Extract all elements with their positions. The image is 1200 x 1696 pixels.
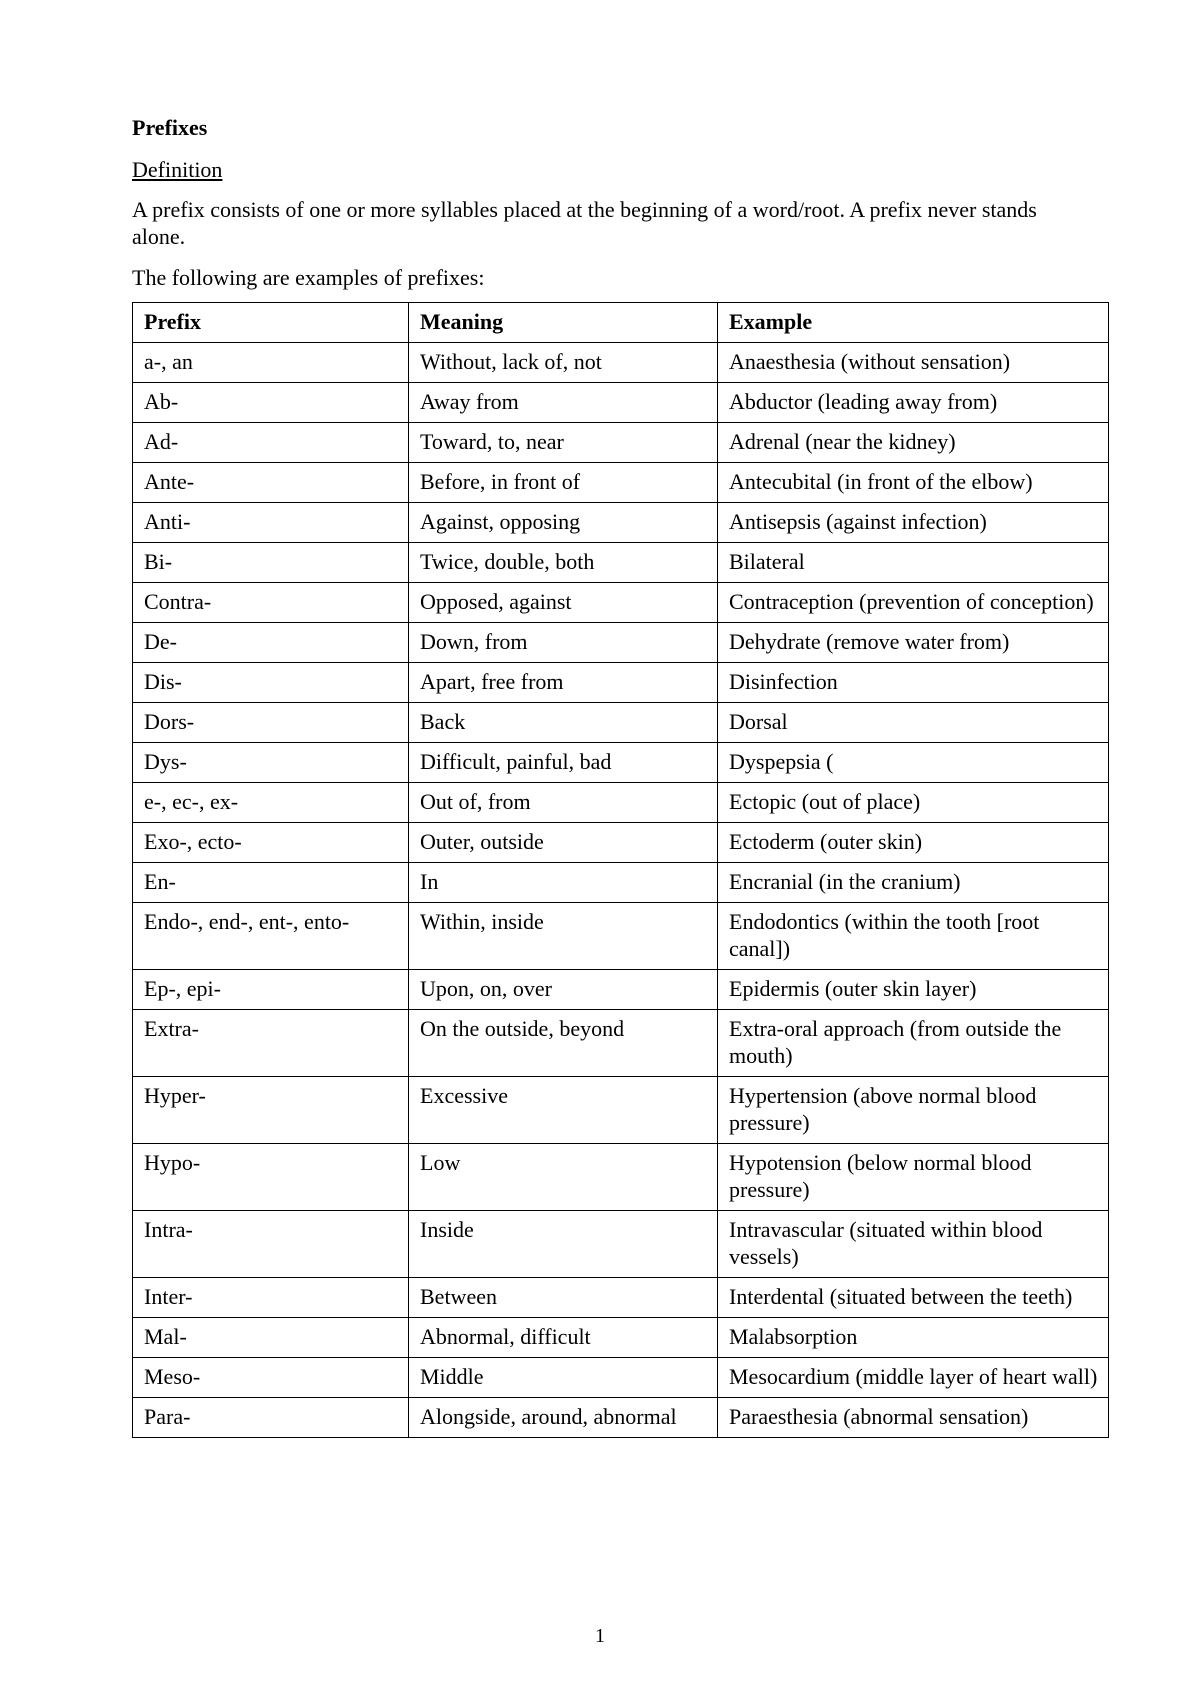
section-subheading: Definition bbox=[132, 157, 223, 182]
prefix-cell: Contra- bbox=[133, 583, 409, 623]
example-cell: Paraesthesia (abnormal sensation) bbox=[718, 1398, 1109, 1438]
meaning-cell: In bbox=[409, 863, 718, 903]
definition-paragraph: A prefix consists of one or more syllables placed at the beginning of a word/root. A prefix never stands alone. bbox=[132, 197, 1037, 249]
table-row bbox=[133, 383, 1109, 423]
meaning-cell: On the outside, beyond bbox=[409, 1010, 718, 1077]
meaning-cell: Down, from bbox=[409, 623, 718, 663]
page-number: 1 bbox=[595, 1625, 605, 1647]
example-cell: Dehydrate (remove water from) bbox=[718, 623, 1109, 663]
prefix-cell: Anti- bbox=[133, 503, 409, 543]
example-cell: Intravascular (situated within blood vessels) bbox=[718, 1211, 1109, 1278]
prefix-cell: Intra- bbox=[133, 1211, 409, 1278]
prefix-cell: Dors- bbox=[133, 703, 409, 743]
meaning-cell: Twice, double, both bbox=[409, 543, 718, 583]
meaning-cell: Upon, on, over bbox=[409, 970, 718, 1010]
table-row bbox=[133, 743, 1109, 783]
table-row bbox=[133, 1398, 1109, 1438]
example-cell: Endodontics (within the tooth [root canal]) bbox=[718, 903, 1109, 970]
example-cell: Contraception (prevention of conception) bbox=[718, 583, 1109, 623]
table-row bbox=[133, 903, 1109, 970]
table-row bbox=[133, 1144, 1109, 1211]
example-cell: Adrenal (near the kidney) bbox=[718, 423, 1109, 463]
prefix-cell: Endo-, end-, ent-, ento- bbox=[133, 903, 409, 970]
meaning-cell: Between bbox=[409, 1278, 718, 1318]
prefix-cell: En- bbox=[133, 863, 409, 903]
prefix-cell: Meso- bbox=[133, 1358, 409, 1398]
meaning-cell: Before, in front of bbox=[409, 463, 718, 503]
table-row bbox=[133, 583, 1109, 623]
meaning-cell: Opposed, against bbox=[409, 583, 718, 623]
example-cell: Malabsorption bbox=[718, 1318, 1109, 1358]
intro-paragraph: The following are examples of prefixes: bbox=[132, 265, 485, 290]
example-cell: Epidermis (outer skin layer) bbox=[718, 970, 1109, 1010]
meaning-cell: Against, opposing bbox=[409, 503, 718, 543]
meaning-cell: Apart, free from bbox=[409, 663, 718, 703]
meaning-cell: Without, lack of, not bbox=[409, 343, 718, 383]
prefix-cell: Dis- bbox=[133, 663, 409, 703]
example-cell: Anaesthesia (without sensation) bbox=[718, 343, 1109, 383]
prefix-cell: Para- bbox=[133, 1398, 409, 1438]
meaning-cell: Middle bbox=[409, 1358, 718, 1398]
table-row bbox=[133, 1010, 1109, 1077]
meaning-cell: Low bbox=[409, 1144, 718, 1211]
column-header-meaning: Meaning bbox=[409, 303, 718, 343]
example-cell: Ectoderm (outer skin) bbox=[718, 823, 1109, 863]
table-row bbox=[133, 623, 1109, 663]
prefix-cell: Ad- bbox=[133, 423, 409, 463]
example-cell: Extra-oral approach (from outside the mouth) bbox=[718, 1010, 1109, 1077]
table-row bbox=[133, 663, 1109, 703]
table-row bbox=[133, 823, 1109, 863]
prefix-cell: Mal- bbox=[133, 1318, 409, 1358]
table-header-row bbox=[133, 303, 1109, 343]
prefix-cell: De- bbox=[133, 623, 409, 663]
example-cell: Interdental (situated between the teeth) bbox=[718, 1278, 1109, 1318]
prefix-cell: Ep-, epi- bbox=[133, 970, 409, 1010]
example-cell: Dorsal bbox=[718, 703, 1109, 743]
table-row bbox=[133, 543, 1109, 583]
prefix-cell: Inter- bbox=[133, 1278, 409, 1318]
example-cell: Abductor (leading away from) bbox=[718, 383, 1109, 423]
example-cell: Dyspepsia ( bbox=[718, 743, 1109, 783]
column-header-prefix: Prefix bbox=[133, 303, 409, 343]
example-cell: Bilateral bbox=[718, 543, 1109, 583]
example-cell: Hypotension (below normal blood pressure) bbox=[718, 1144, 1109, 1211]
table-row bbox=[133, 1318, 1109, 1358]
prefix-cell: Dys- bbox=[133, 743, 409, 783]
table-row bbox=[133, 503, 1109, 543]
meaning-cell: Away from bbox=[409, 383, 718, 423]
prefix-cell: Ante- bbox=[133, 463, 409, 503]
example-cell: Disinfection bbox=[718, 663, 1109, 703]
example-cell: Antecubital (in front of the elbow) bbox=[718, 463, 1109, 503]
meaning-cell: Difficult, painful, bad bbox=[409, 743, 718, 783]
table-row bbox=[133, 970, 1109, 1010]
prefix-cell: Ab- bbox=[133, 383, 409, 423]
table-row bbox=[133, 1358, 1109, 1398]
meaning-cell: Abnormal, difficult bbox=[409, 1318, 718, 1358]
prefix-cell: a-, an bbox=[133, 343, 409, 383]
meaning-cell: Outer, outside bbox=[409, 823, 718, 863]
table-row bbox=[133, 1077, 1109, 1144]
meaning-cell: Out of, from bbox=[409, 783, 718, 823]
meaning-cell: Back bbox=[409, 703, 718, 743]
prefix-cell: Exo-, ecto- bbox=[133, 823, 409, 863]
table-row bbox=[133, 423, 1109, 463]
meaning-cell: Inside bbox=[409, 1211, 718, 1278]
example-cell: Ectopic (out of place) bbox=[718, 783, 1109, 823]
table-row bbox=[133, 343, 1109, 383]
meaning-cell: Toward, to, near bbox=[409, 423, 718, 463]
prefix-table bbox=[132, 302, 1109, 1438]
table-row bbox=[133, 863, 1109, 903]
prefix-cell: Extra- bbox=[133, 1010, 409, 1077]
example-cell: Mesocardium (middle layer of heart wall) bbox=[718, 1358, 1109, 1398]
example-cell: Hypertension (above normal blood pressure) bbox=[718, 1077, 1109, 1144]
table-row bbox=[133, 1278, 1109, 1318]
table-row bbox=[133, 783, 1109, 823]
prefix-cell: e-, ec-, ex- bbox=[133, 783, 409, 823]
table-body bbox=[133, 343, 1109, 1438]
table-row bbox=[133, 1211, 1109, 1278]
meaning-cell: Excessive bbox=[409, 1077, 718, 1144]
meaning-cell: Alongside, around, abnormal bbox=[409, 1398, 718, 1438]
prefix-cell: Hypo- bbox=[133, 1144, 409, 1211]
table-row bbox=[133, 463, 1109, 503]
example-cell: Encranial (in the cranium) bbox=[718, 863, 1109, 903]
example-cell: Antisepsis (against infection) bbox=[718, 503, 1109, 543]
column-header-example: Example bbox=[718, 303, 1109, 343]
meaning-cell: Within, inside bbox=[409, 903, 718, 970]
prefix-cell: Hyper- bbox=[133, 1077, 409, 1144]
table-row bbox=[133, 703, 1109, 743]
page-title: Prefixes bbox=[132, 115, 208, 140]
prefix-cell: Bi- bbox=[133, 543, 409, 583]
